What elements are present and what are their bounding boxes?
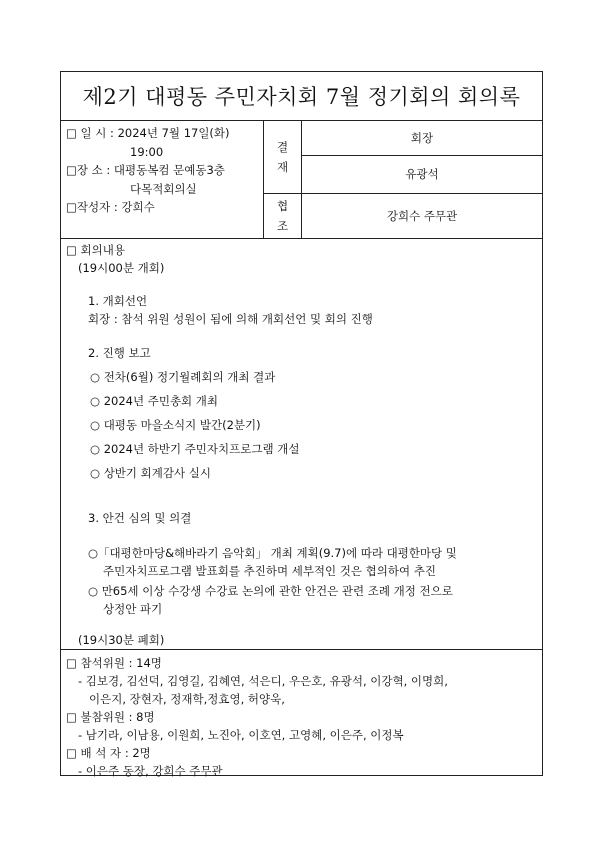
- cooperation-label: [263, 193, 301, 238]
- approval-label: [263, 120, 301, 193]
- present-list-continuation: 이은지, 장현자, 정재학,정효영, 허양욱,: [89, 692, 285, 706]
- observer-label: □ 배 석 자 : 2명: [66, 746, 151, 760]
- absent-list: - 남기라, 이남용, 이원희, 노진아, 이호연, 고영혜, 이은주, 이정복: [78, 728, 404, 742]
- approval-label-char-2: 재: [276, 159, 289, 174]
- present-label: □ 참석위원 : 14명: [66, 656, 162, 670]
- report-item: ○ 전차(6월) 정기월례회의 개최 결과: [90, 370, 276, 384]
- item1-title: 1. 개회선언: [88, 294, 148, 308]
- document-title: 제2기 대평동 주민자치회 7월 정기회의 회의록: [61, 72, 542, 121]
- present-list: - 김보경, 김선덕, 김영길, 김혜연, 석은디, 우은호, 유광석, 이강혁, 이명희,: [78, 674, 448, 688]
- agenda-item-continuation: 주민자치프로그램 발표회를 추진하며 세부적인 것은 협의하여 추진: [103, 564, 436, 578]
- item2-title: 2. 진행 보고: [88, 346, 151, 360]
- report-item: ○ 상반기 회계감사 실시: [90, 466, 211, 480]
- place-line: □장 소 : 대평동복컴 문예동3층: [66, 163, 225, 177]
- agenda-item: ○「대평한마당&해바라기 음악회」 개최 계획(9.7)에 따라 대평한마당 및: [88, 546, 457, 560]
- attendance-section: [61, 649, 542, 778]
- meeting-info: [66, 124, 266, 217]
- item3-title: 3. 안건 심의 및 의결: [88, 511, 192, 525]
- approver-name: 유광석: [301, 155, 542, 193]
- report-item: ○ 대평동 마을소식지 발간(2분기): [90, 418, 261, 432]
- minutes-document: [60, 71, 543, 776]
- absent-label: □ 불참위원 : 8명: [66, 710, 155, 724]
- agenda-item: ○ 만65세 이상 수강생 수강료 논의에 관한 안건은 관련 조례 개정 전으로: [88, 584, 453, 598]
- item1-text: 회장 : 참석 위원 성원이 됨에 의해 개회선언 및 회의 진행: [88, 312, 373, 326]
- observer-list: - 이은주 동장, 강희수 주무관: [78, 764, 223, 778]
- approval-label-char-1: 결: [276, 139, 289, 154]
- content-heading: □ 회의내용: [66, 243, 125, 257]
- approver-role: 회장: [301, 120, 542, 155]
- report-item: ○ 2024년 하반기 주민자치프로그램 개설: [90, 442, 300, 456]
- date-line: □ 일 시 : 2024년 7월 17일(화): [66, 126, 230, 140]
- cooperation-person: 강희수 주무관: [301, 193, 542, 238]
- header-section: [61, 120, 542, 239]
- cooperation-label-char-2: 조: [276, 218, 289, 233]
- approval-table: [263, 120, 542, 238]
- author-line: □작성자 : 강희수: [66, 200, 155, 214]
- place-detail-line: 다목적회의실: [130, 181, 197, 196]
- cooperation-label-char-1: 협: [276, 198, 289, 213]
- report-item: ○ 2024년 주민총회 개최: [90, 394, 219, 408]
- agenda-item-continuation: 상정안 파기: [103, 602, 163, 616]
- meeting-content: [61, 238, 542, 650]
- time-line: 19:00: [130, 144, 164, 159]
- end-time: (19시30분 폐회): [78, 633, 165, 647]
- start-time: (19시00분 개회): [78, 261, 165, 275]
